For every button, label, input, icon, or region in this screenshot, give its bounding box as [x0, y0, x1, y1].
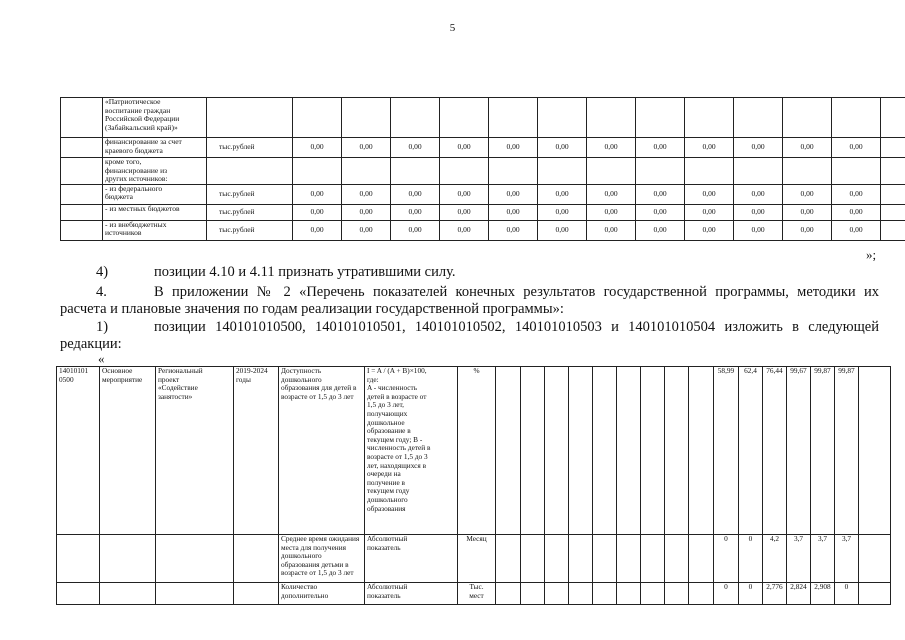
- empty-cell: [859, 535, 891, 583]
- financing-value: 0,00: [587, 220, 636, 240]
- empty-cell: [521, 583, 545, 605]
- empty-cell: [665, 583, 689, 605]
- financing-value: 0,00: [734, 220, 783, 240]
- financing-value: 0,00: [440, 204, 489, 220]
- financing-value: 0,00: [587, 184, 636, 204]
- financing-row: [61, 184, 905, 204]
- financing-value: 0,00: [538, 138, 587, 158]
- financing-value: 0,00: [342, 138, 391, 158]
- financing-value: 0,00: [685, 138, 734, 158]
- financing-label: - из федерального бюджета: [103, 184, 207, 204]
- financing-value: [489, 98, 538, 138]
- financing-label: - из внебюджетных источников: [103, 220, 207, 240]
- financing-value: 0,00: [587, 138, 636, 158]
- indicator-value: 0: [739, 535, 763, 583]
- empty-cell: [61, 158, 103, 185]
- financing-value: [538, 98, 587, 138]
- financing-value: 0,00: [489, 138, 538, 158]
- financing-unit: [207, 98, 293, 138]
- indicator-value: 2,776: [763, 583, 787, 605]
- paragraph-1-line1: позиции 140101010500, 140101010501, 140101010502, 140101010503 и 140101010504 изложить в следующей: [154, 319, 879, 335]
- indicator-value: 99,67: [787, 367, 811, 535]
- financing-value: [293, 158, 342, 185]
- financing-value: [881, 220, 905, 240]
- indicator-type: [100, 583, 156, 605]
- indicator-years: 2019-2024 годы: [234, 367, 279, 535]
- empty-cell: [496, 583, 521, 605]
- indicators-table: [56, 366, 891, 605]
- financing-value: 0,00: [783, 220, 832, 240]
- indicator-type: Основное мероприятие: [100, 367, 156, 535]
- financing-value: 0,00: [832, 204, 881, 220]
- financing-value: [685, 98, 734, 138]
- financing-row: [61, 204, 905, 220]
- financing-value: 0,00: [783, 184, 832, 204]
- empty-cell: [545, 583, 569, 605]
- financing-value: 0,00: [293, 204, 342, 220]
- financing-label: кроме того, финансирование из других источников:: [103, 158, 207, 185]
- empty-cell: [617, 535, 641, 583]
- indicator-value: 3,7: [787, 535, 811, 583]
- financing-label: «Патриотическое воспитание граждан Российской Федерации (Забайкальский край)»: [103, 98, 207, 138]
- paragraph-1-line2: редакции:: [60, 336, 122, 352]
- financing-value: 0,00: [832, 220, 881, 240]
- empty-cell: [569, 367, 593, 535]
- indicator-value: 2,908: [811, 583, 835, 605]
- financing-value: 0,00: [391, 138, 440, 158]
- empty-cell: [593, 367, 617, 535]
- financing-value: [881, 98, 905, 138]
- financing-value: [587, 98, 636, 138]
- opening-quote: «: [98, 351, 105, 366]
- indicator-years: [234, 535, 279, 583]
- empty-cell: [617, 583, 641, 605]
- financing-unit: [207, 158, 293, 185]
- financing-value: 0,00: [734, 138, 783, 158]
- paragraph-item-4-num: 4.: [96, 284, 107, 300]
- paragraph-item-4-line2: расчета и плановые значения по годам реализации государственной программы»:: [60, 301, 564, 317]
- empty-cell: [61, 184, 103, 204]
- financing-label: финансирование за счет краевого бюджета: [103, 138, 207, 158]
- indicator-row: [57, 535, 891, 583]
- indicator-name: Доступность дошкольного образования для детей в возрасте от 1,5 до 3 лет: [279, 367, 365, 535]
- financing-value: 0,00: [391, 220, 440, 240]
- financing-value: [881, 204, 905, 220]
- indicator-value: 58,99: [714, 367, 739, 535]
- financing-value: 0,00: [685, 220, 734, 240]
- indicator-value: 3,7: [811, 535, 835, 583]
- indicator-value: 0: [739, 583, 763, 605]
- financing-value: 0,00: [636, 184, 685, 204]
- financing-value: 0,00: [391, 184, 440, 204]
- indicator-unit: %: [458, 367, 496, 535]
- empty-cell: [496, 535, 521, 583]
- indicator-unit: Месяц: [458, 535, 496, 583]
- financing-value: 0,00: [734, 204, 783, 220]
- empty-cell: [617, 367, 641, 535]
- financing-value: 0,00: [293, 184, 342, 204]
- empty-cell: [61, 220, 103, 240]
- indicator-years: [234, 583, 279, 605]
- indicator-name: Среднее время ожидания места для получения дошкольного образования детьми в возрасте от 1,5 до 3 лет: [279, 535, 365, 583]
- indicator-value: 4,2: [763, 535, 787, 583]
- financing-row: [61, 138, 905, 158]
- financing-value: [342, 158, 391, 185]
- empty-cell: [569, 583, 593, 605]
- financing-value: 0,00: [440, 184, 489, 204]
- financing-value: 0,00: [342, 204, 391, 220]
- paragraph-4-num: 4): [96, 264, 109, 280]
- indicator-method: I = A / (A + B)×100, где: A - численность детей в возрасте от 1,5 до 3 лет, получающих дошкольное образование в текущем году; B - численность детей в возрасте от 1,5 до 3 лет, находящихся в очереди на получение в текущем году дошкольного образования: [365, 367, 458, 535]
- financing-value: 0,00: [636, 138, 685, 158]
- financing-value: 0,00: [783, 204, 832, 220]
- financing-value: 0,00: [293, 138, 342, 158]
- empty-cell: [689, 535, 714, 583]
- financing-value: [881, 184, 905, 204]
- indicator-unit: Тыс. мест: [458, 583, 496, 605]
- indicator-code: 14010101 0500: [57, 367, 100, 535]
- indicator-row: [57, 367, 891, 535]
- financing-value: 0,00: [440, 220, 489, 240]
- financing-row: [61, 158, 905, 185]
- empty-cell: [593, 535, 617, 583]
- financing-value: [881, 158, 905, 185]
- financing-value: [783, 158, 832, 185]
- financing-value: 0,00: [587, 204, 636, 220]
- empty-cell: [545, 535, 569, 583]
- financing-value: 0,00: [832, 138, 881, 158]
- indicator-value: 0: [714, 583, 739, 605]
- financing-value: [440, 98, 489, 138]
- financing-label: - из местных бюджетов: [103, 204, 207, 220]
- financing-value: 0,00: [293, 220, 342, 240]
- financing-value: 0,00: [636, 220, 685, 240]
- financing-value: 0,00: [440, 138, 489, 158]
- financing-value: 0,00: [685, 184, 734, 204]
- indicator-project: [156, 535, 234, 583]
- empty-cell: [641, 583, 665, 605]
- financing-value: 0,00: [636, 204, 685, 220]
- indicator-name: Количество дополнительно: [279, 583, 365, 605]
- closing-quote: »;: [866, 247, 877, 262]
- empty-cell: [521, 535, 545, 583]
- financing-value: [685, 158, 734, 185]
- indicator-project: [156, 583, 234, 605]
- paragraph-1-num: 1): [96, 319, 109, 335]
- financing-table: [60, 97, 905, 241]
- empty-cell: [641, 367, 665, 535]
- paragraph-4-text: позиции 4.10 и 4.11 признать утратившими силу.: [154, 264, 456, 280]
- indicator-method: Абсолютный показатель: [365, 535, 458, 583]
- indicator-type: [100, 535, 156, 583]
- financing-value: 0,00: [391, 204, 440, 220]
- financing-value: 0,00: [538, 184, 587, 204]
- empty-cell: [859, 583, 891, 605]
- indicator-value: 76,44: [763, 367, 787, 535]
- indicator-value: 0: [835, 583, 859, 605]
- indicator-method: Абсолютный показатель: [365, 583, 458, 605]
- empty-cell: [689, 367, 714, 535]
- financing-value: [881, 138, 905, 158]
- financing-value: 0,00: [489, 220, 538, 240]
- empty-cell: [61, 98, 103, 138]
- indicator-value: 62,4: [739, 367, 763, 535]
- financing-row: [61, 220, 905, 240]
- financing-value: [489, 158, 538, 185]
- financing-value: [293, 98, 342, 138]
- financing-row: [61, 98, 905, 138]
- empty-cell: [665, 367, 689, 535]
- financing-value: [391, 98, 440, 138]
- financing-value: [587, 158, 636, 185]
- financing-value: 0,00: [342, 220, 391, 240]
- page-number: 5: [449, 22, 456, 34]
- financing-value: [734, 98, 783, 138]
- financing-value: [636, 158, 685, 185]
- financing-value: 0,00: [685, 204, 734, 220]
- indicator-row: [57, 583, 891, 605]
- financing-value: [538, 158, 587, 185]
- indicator-value: 99,87: [835, 367, 859, 535]
- financing-value: [391, 158, 440, 185]
- financing-unit: тыс.рублей: [207, 220, 293, 240]
- financing-value: 0,00: [489, 184, 538, 204]
- empty-cell: [641, 535, 665, 583]
- indicator-code: [57, 535, 100, 583]
- indicator-value: 0: [714, 535, 739, 583]
- empty-cell: [593, 583, 617, 605]
- financing-value: 0,00: [538, 220, 587, 240]
- financing-value: 0,00: [832, 184, 881, 204]
- indicator-value: 99,87: [811, 367, 835, 535]
- financing-unit: тыс.рублей: [207, 204, 293, 220]
- indicator-code: [57, 583, 100, 605]
- empty-cell: [496, 367, 521, 535]
- empty-cell: [61, 204, 103, 220]
- financing-value: 0,00: [734, 184, 783, 204]
- financing-value: 0,00: [489, 204, 538, 220]
- financing-value: [783, 98, 832, 138]
- financing-value: [342, 98, 391, 138]
- empty-cell: [569, 535, 593, 583]
- financing-value: [734, 158, 783, 185]
- financing-value: 0,00: [538, 204, 587, 220]
- indicator-value: 3,7: [835, 535, 859, 583]
- empty-cell: [689, 583, 714, 605]
- financing-value: [832, 98, 881, 138]
- paragraph-item-4-line1: В приложении № 2 «Перечень показателей конечных результатов государственной программы, методики их: [154, 284, 879, 300]
- financing-value: 0,00: [342, 184, 391, 204]
- indicator-value: 2,824: [787, 583, 811, 605]
- empty-cell: [545, 367, 569, 535]
- empty-cell: [521, 367, 545, 535]
- indicator-project: Региональный проект «Содействие занятости»: [156, 367, 234, 535]
- empty-cell: [665, 535, 689, 583]
- financing-value: [440, 158, 489, 185]
- financing-value: 0,00: [783, 138, 832, 158]
- empty-cell: [61, 138, 103, 158]
- financing-unit: тыс.рублей: [207, 184, 293, 204]
- empty-cell: [859, 367, 891, 535]
- financing-value: [636, 98, 685, 138]
- financing-unit: тыс.рублей: [207, 138, 293, 158]
- financing-value: [832, 158, 881, 185]
